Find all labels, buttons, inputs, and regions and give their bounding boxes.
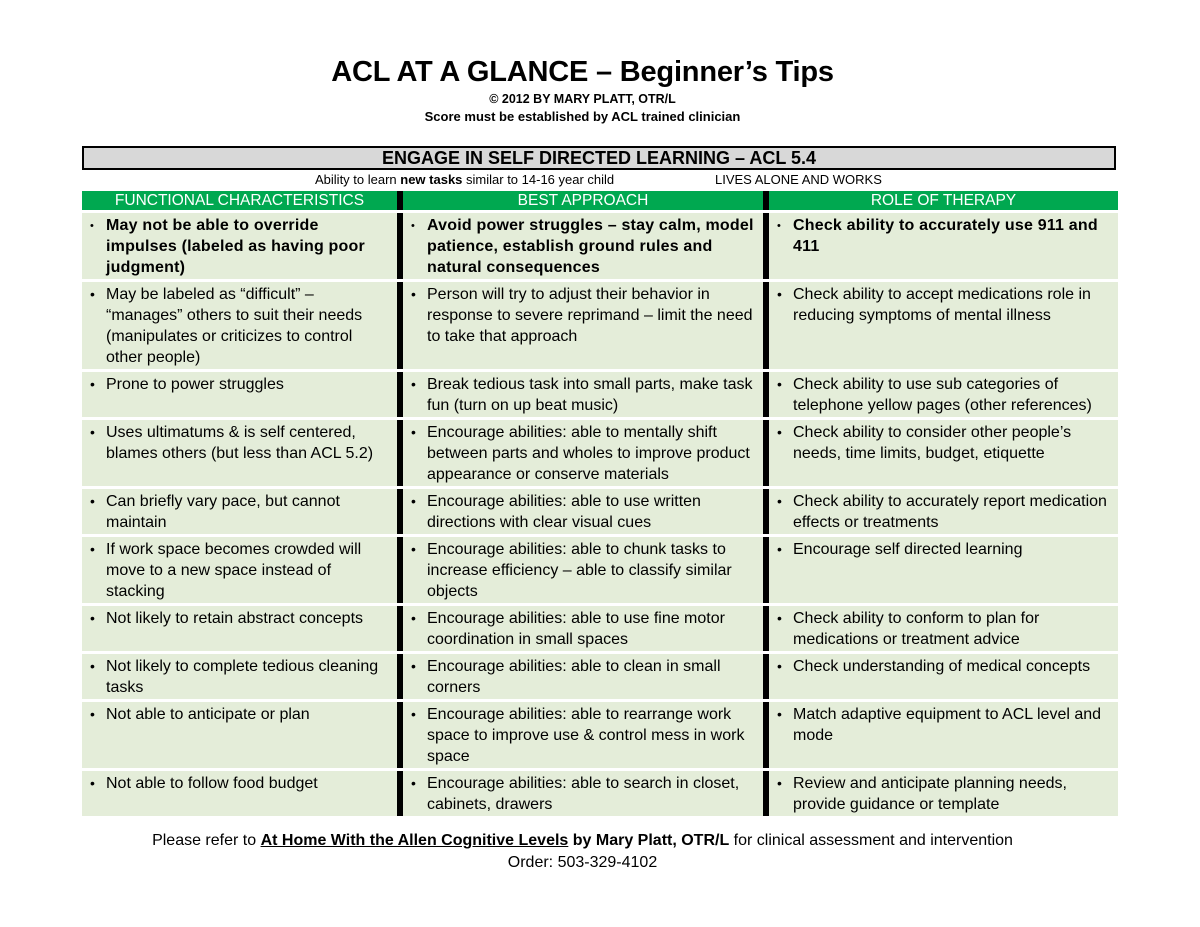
cell-therapy bbox=[769, 213, 1118, 279]
bullet-icon: • bbox=[411, 658, 416, 674]
bullet-icon: • bbox=[90, 286, 95, 302]
cell-therapy bbox=[769, 771, 1118, 816]
bullet-icon: • bbox=[777, 220, 782, 232]
table-row bbox=[82, 372, 1118, 417]
cell-text: Encourage abilities: able to chunk tasks to increase efficiency – able to classify similar objects bbox=[427, 541, 732, 600]
bullet-icon: • bbox=[90, 541, 95, 557]
cell-text: May not be able to override impulses (labeled as having poor judgment) bbox=[106, 217, 365, 276]
cell-text: If work space becomes crowded will move to a new space instead of stacking bbox=[106, 541, 362, 600]
bullet-icon: • bbox=[90, 610, 95, 626]
living-status: LIVES ALONE AND WORKS bbox=[715, 172, 882, 187]
cell-functional bbox=[82, 654, 397, 699]
cell-text: Review and anticipate planning needs, provide guidance or template bbox=[793, 775, 1067, 813]
cell-text: Check ability to use sub categories of telephone yellow pages (other references) bbox=[793, 376, 1092, 414]
cell-functional bbox=[82, 606, 397, 651]
cell-text: Encourage abilities: able to clean in small corners bbox=[427, 658, 721, 696]
cell-text: Can briefly vary pace, but cannot maintain bbox=[106, 493, 340, 531]
footer-suffix: for clinical assessment and intervention bbox=[729, 832, 1013, 849]
bullet-icon: • bbox=[777, 493, 782, 509]
bullet-icon: • bbox=[90, 706, 95, 722]
bullet-icon: • bbox=[777, 658, 782, 674]
header-approach: BEST APPROACH bbox=[403, 191, 763, 210]
table-row bbox=[82, 537, 1118, 603]
acl-table bbox=[82, 191, 1118, 816]
bullet-icon: • bbox=[411, 424, 416, 440]
cell-text: Not likely to complete tedious cleaning tasks bbox=[106, 658, 379, 696]
cell-text: Encourage self directed learning bbox=[793, 541, 1023, 558]
cell-therapy bbox=[769, 489, 1118, 534]
cell-text: Check ability to conform to plan for medications or treatment advice bbox=[793, 610, 1040, 648]
bullet-icon: • bbox=[777, 706, 782, 722]
cell-text: Encourage abilities: able to use fine motor coordination in small spaces bbox=[427, 610, 725, 648]
bullet-icon: • bbox=[90, 220, 95, 232]
cell-therapy bbox=[769, 702, 1118, 768]
table-row bbox=[82, 213, 1118, 279]
page-title: ACL AT A GLANCE – Beginner’s Tips bbox=[331, 56, 834, 88]
bullet-icon: • bbox=[411, 286, 416, 302]
table-row bbox=[82, 282, 1118, 369]
bullet-icon: • bbox=[777, 376, 782, 392]
book-author: by Mary Platt, OTR/L bbox=[568, 832, 730, 849]
level-banner: ENGAGE IN SELF DIRECTED LEARNING – ACL 5.4 bbox=[82, 146, 1116, 170]
bullet-icon: • bbox=[777, 541, 782, 557]
cell-approach bbox=[403, 420, 763, 486]
book-title: At Home With the Allen Cognitive Levels bbox=[260, 832, 569, 849]
cell-text: Encourage abilities: able to search in closet, cabinets, drawers bbox=[427, 775, 740, 813]
cell-functional bbox=[82, 420, 397, 486]
footer-prefix: Please refer to bbox=[152, 832, 261, 849]
cell-functional bbox=[82, 282, 397, 369]
cell-therapy bbox=[769, 420, 1118, 486]
clinician-note: Score must be established by ACL trained clinician bbox=[424, 109, 741, 124]
bullet-icon: • bbox=[411, 706, 416, 722]
bullet-icon: • bbox=[411, 775, 416, 791]
cell-functional bbox=[82, 537, 397, 603]
cell-functional bbox=[82, 372, 397, 417]
cell-approach bbox=[403, 372, 763, 417]
cell-text: Prone to power struggles bbox=[106, 376, 284, 393]
cell-therapy bbox=[769, 654, 1118, 699]
cell-functional bbox=[82, 702, 397, 768]
cell-text: Match adaptive equipment to ACL level and mode bbox=[793, 706, 1102, 744]
table-row bbox=[82, 771, 1118, 816]
bullet-icon: • bbox=[411, 610, 416, 626]
cell-functional bbox=[82, 489, 397, 534]
cell-text: Break tedious task into small parts, make task fun (turn on up beat music) bbox=[427, 376, 753, 414]
cell-text: May be labeled as “difficult” – “manages” others to suit their needs (manipulates or criticizes to control other people) bbox=[106, 286, 363, 366]
cell-approach bbox=[403, 654, 763, 699]
cell-approach bbox=[403, 213, 763, 279]
cell-approach bbox=[403, 606, 763, 651]
bullet-icon: • bbox=[90, 493, 95, 509]
cell-text: Avoid power struggles – stay calm, model patience, establish ground rules and natural consequences bbox=[427, 217, 754, 276]
cell-text: Encourage abilities: able to rearrange work space to improve use & control mess in work space bbox=[427, 706, 745, 765]
cell-text: Not able to anticipate or plan bbox=[106, 706, 310, 723]
table-body bbox=[82, 213, 1118, 816]
table-row bbox=[82, 702, 1118, 768]
cell-text: Person will try to adjust their behavior in response to severe reprimand – limit the need to take that approach bbox=[427, 286, 753, 345]
bullet-icon: • bbox=[90, 775, 95, 791]
cell-text: Encourage abilities: able to mentally shift between parts and wholes to improve product appearance or conserve materials bbox=[427, 424, 750, 483]
ability-suffix: similar to 14-16 year child bbox=[462, 172, 615, 187]
cell-text: Not likely to retain abstract concepts bbox=[106, 610, 364, 627]
ability-prefix: Ability to learn bbox=[315, 172, 401, 187]
bullet-icon: • bbox=[411, 541, 416, 557]
header-functional: FUNCTIONAL CHARACTERISTICS bbox=[82, 191, 397, 210]
header-therapy: ROLE OF THERAPY bbox=[769, 191, 1118, 210]
cell-approach bbox=[403, 537, 763, 603]
bullet-icon: • bbox=[411, 220, 416, 232]
cell-text: Check ability to consider other people’s needs, time limits, budget, etiquette bbox=[793, 424, 1072, 462]
ability-line bbox=[315, 172, 614, 187]
bullet-icon: • bbox=[777, 610, 782, 626]
ability-bold: new tasks bbox=[400, 172, 463, 187]
cell-text: Check ability to accurately report medication effects or treatments bbox=[793, 493, 1107, 531]
footer-reference bbox=[0, 832, 1165, 850]
cell-approach bbox=[403, 771, 763, 816]
cell-text: Not able to follow food budget bbox=[106, 775, 318, 792]
bullet-icon: • bbox=[90, 424, 95, 440]
cell-therapy bbox=[769, 282, 1118, 369]
cell-approach bbox=[403, 702, 763, 768]
bullet-icon: • bbox=[411, 493, 416, 509]
table-row bbox=[82, 654, 1118, 699]
table-row bbox=[82, 420, 1118, 486]
cell-text: Check ability to accurately use 911 and 411 bbox=[793, 217, 1098, 255]
cell-therapy bbox=[769, 372, 1118, 417]
cell-text: Check understanding of medical concepts bbox=[793, 658, 1091, 675]
cell-approach bbox=[403, 489, 763, 534]
cell-therapy bbox=[769, 606, 1118, 651]
cell-therapy bbox=[769, 537, 1118, 603]
copyright-line: © 2012 BY MARY PLATT, OTR/L bbox=[489, 92, 676, 106]
bullet-icon: • bbox=[777, 424, 782, 440]
table-header-row bbox=[82, 191, 1118, 210]
cell-text: Encourage abilities: able to use written directions with clear visual cues bbox=[427, 493, 701, 531]
bullet-icon: • bbox=[90, 658, 95, 674]
bullet-icon: • bbox=[411, 376, 416, 392]
bullet-icon: • bbox=[777, 286, 782, 302]
bullet-icon: • bbox=[90, 376, 95, 392]
cell-approach bbox=[403, 282, 763, 369]
table-row bbox=[82, 489, 1118, 534]
cell-functional bbox=[82, 213, 397, 279]
cell-text: Check ability to accept medications role in reducing symptoms of mental illness bbox=[793, 286, 1091, 324]
cell-text: Uses ultimatums & is self centered, blames others (but less than ACL 5.2) bbox=[106, 424, 374, 462]
order-phone: Order: 503-329-4102 bbox=[507, 854, 658, 871]
table-row bbox=[82, 606, 1118, 651]
cell-functional bbox=[82, 771, 397, 816]
bullet-icon: • bbox=[777, 775, 782, 791]
